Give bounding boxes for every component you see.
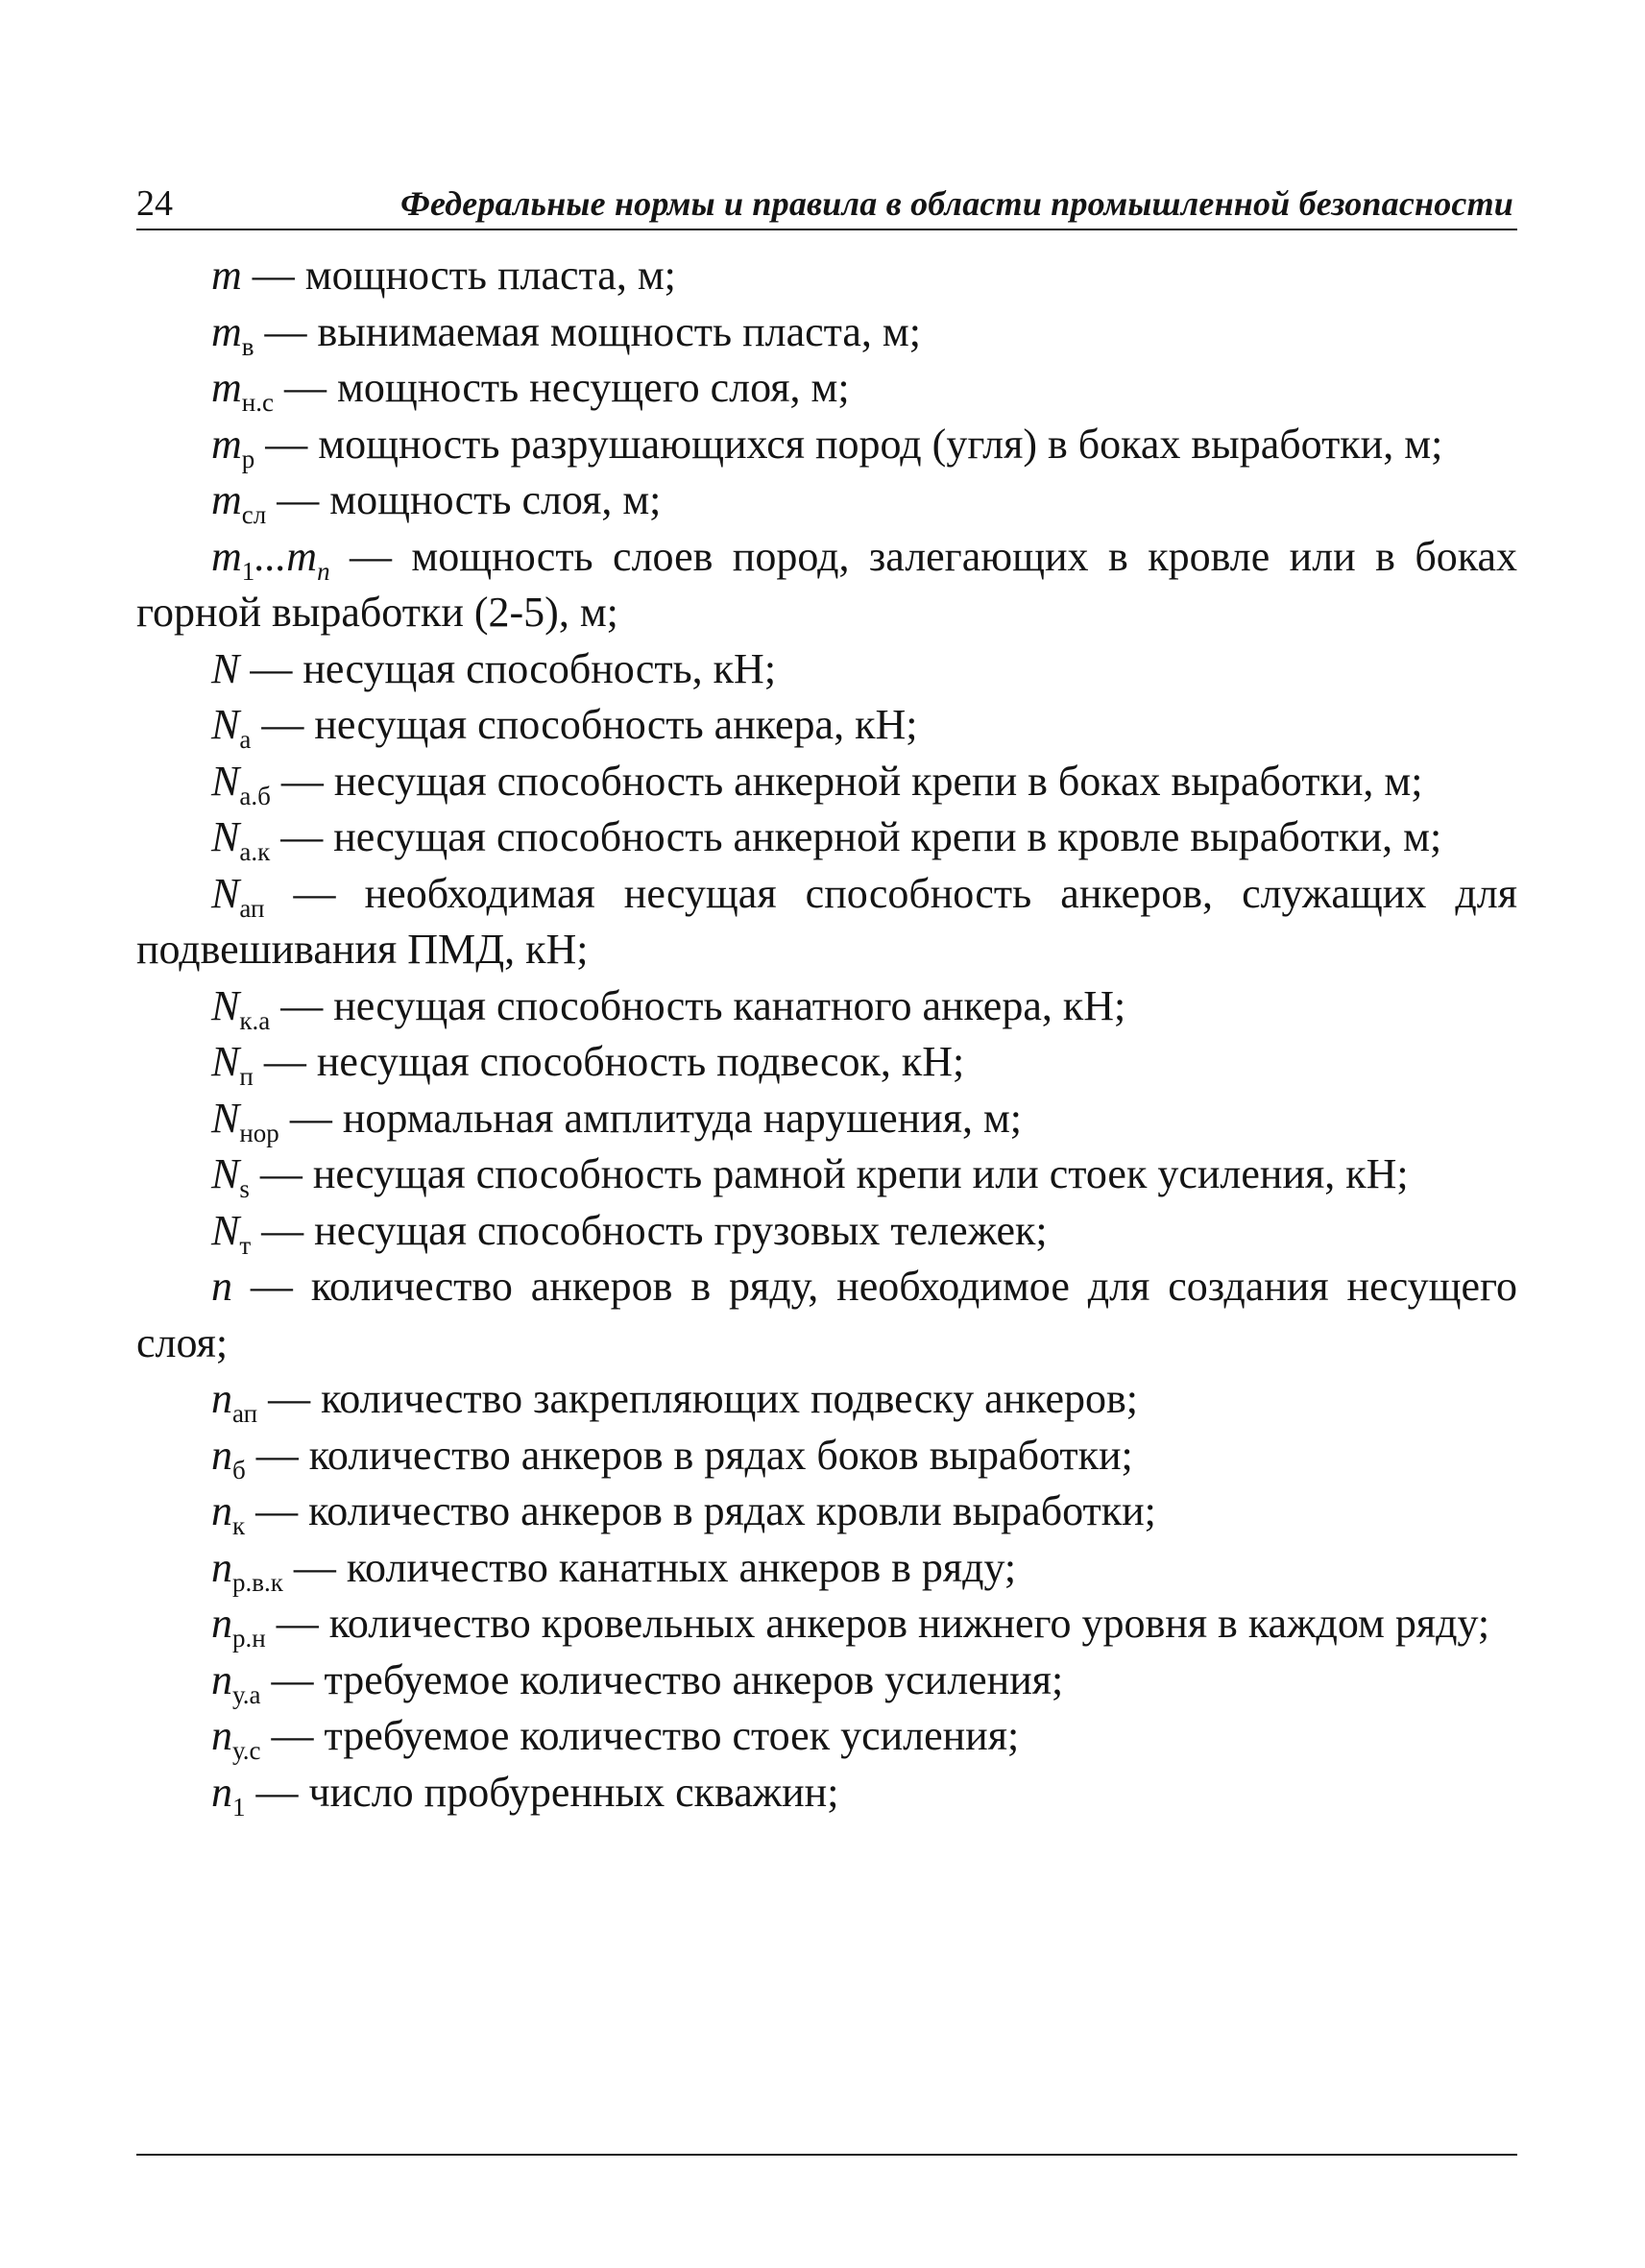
definitions-list <box>136 248 1517 1821</box>
symbol-letter: N <box>211 1038 240 1085</box>
definition-symbol <box>211 1543 283 1597</box>
definition-dash: — <box>282 1543 347 1591</box>
symbol-subscript: н.с <box>241 388 274 417</box>
symbol-subscript: к <box>232 1511 246 1540</box>
definition-entry <box>136 1203 1517 1260</box>
definition-dash: — <box>254 420 319 468</box>
symbol-subscript: б <box>232 1455 246 1484</box>
definition-entry <box>136 1484 1517 1540</box>
definition-entry <box>136 1428 1517 1484</box>
definition-dash: — <box>245 1768 309 1816</box>
symbol-subscript: т <box>239 1230 252 1260</box>
definition-dash: — <box>329 532 412 580</box>
symbol-letter: m <box>211 420 242 468</box>
definition-entry <box>136 360 1517 417</box>
definition-dash: — <box>232 1263 311 1310</box>
definition-entry <box>136 1596 1517 1653</box>
definition-symbol <box>211 869 265 923</box>
definition-entry <box>136 1653 1517 1709</box>
definition-dash: — <box>270 757 334 805</box>
definition-dash: — <box>254 307 318 355</box>
definition-dash: — <box>239 644 303 692</box>
symbol-letter: m <box>211 532 242 580</box>
definition-text: мощность пласта, м; <box>304 252 676 299</box>
running-header <box>136 181 1517 230</box>
definition-text: несущая способность анкера, кН; <box>314 701 918 748</box>
definition-text: мощность несущего слоя, м; <box>336 364 850 411</box>
symbol-letter: n <box>211 1263 232 1310</box>
symbol-subscript: 1 <box>232 1792 246 1822</box>
running-title: Федеральные нормы и правила в области промышленной безопасности <box>400 184 1513 223</box>
definition-text: несущая способность подвесок, кН; <box>316 1038 965 1085</box>
definition-symbol <box>211 307 254 361</box>
symbol-letter: ...m <box>254 532 318 580</box>
symbol-letter: N <box>211 757 240 805</box>
definition-text: количество анкеров в ряду, необходимое для создания несущего слоя; <box>136 1263 1518 1366</box>
definition-text: количество закрепляющих подвеску анкеров; <box>321 1375 1138 1422</box>
symbol-letter: N <box>211 701 240 748</box>
definition-dash: — <box>266 476 330 523</box>
definition-text: требуемое количество стоек усиления; <box>324 1712 1020 1759</box>
definition-entry <box>136 1259 1517 1371</box>
definition-entry <box>136 1765 1517 1822</box>
definition-text: количество анкеров в рядах кровли выработки; <box>308 1487 1156 1534</box>
symbol-subscript: 1 <box>241 556 255 586</box>
definition-symbol <box>211 1487 246 1540</box>
definition-text: несущая способность, кН; <box>302 644 777 692</box>
symbol-letter: n <box>211 1431 232 1479</box>
definition-text: мощность слоя, м; <box>329 476 662 523</box>
definition-symbol <box>211 1712 261 1765</box>
definition-symbol <box>211 981 271 1035</box>
symbol-subscript: у.с <box>232 1736 261 1765</box>
definition-entry <box>136 641 1517 698</box>
definition-symbol <box>211 476 267 529</box>
definition-symbol <box>211 1600 266 1653</box>
symbol-letter: N <box>211 981 240 1029</box>
definition-dash: — <box>257 1375 322 1422</box>
definition-text: количество кровельных анкеров нижнего уровня в каждом ряду; <box>328 1600 1490 1647</box>
definition-dash: — <box>264 869 365 917</box>
definition-symbol <box>211 420 255 473</box>
definition-entry <box>136 1540 1517 1597</box>
definition-text: несущая способность грузовых тележек; <box>314 1206 1048 1254</box>
definition-text: вынимаемая мощность пласта, м; <box>317 307 921 355</box>
definition-symbol <box>211 532 330 586</box>
definition-symbol <box>211 1655 261 1709</box>
definition-symbol <box>211 1094 279 1147</box>
definition-text: нормальная амплитуда нарушения, м; <box>342 1094 1023 1142</box>
definition-dash: — <box>251 1206 315 1254</box>
definition-text: несущая способность рамной крепи или стоек усиления, кН; <box>312 1150 1409 1197</box>
definition-entry <box>136 809 1517 866</box>
definition-symbol <box>211 757 271 810</box>
definition-text: необходимая несущая способность анкеров, служащих для подвешивания ПМД, кН; <box>136 869 1518 973</box>
symbol-letter: N <box>211 813 240 860</box>
symbol-letter: m <box>211 476 242 523</box>
definition-entry <box>136 754 1517 810</box>
symbol-subscript: р.в.к <box>232 1567 283 1597</box>
definition-dash: — <box>251 701 315 748</box>
page-number: 24 <box>136 183 173 224</box>
symbol-subscript: сл <box>241 500 267 529</box>
definition-dash: — <box>260 1712 325 1759</box>
definition-entry <box>136 1708 1517 1765</box>
definition-entry <box>136 472 1517 529</box>
definition-entry <box>136 1371 1517 1428</box>
definition-entry <box>136 248 1517 304</box>
symbol-subscript: s <box>239 1174 250 1203</box>
symbol-letter: m <box>211 307 242 355</box>
definition-dash: — <box>270 813 334 860</box>
symbol-subscript: р.н <box>232 1624 266 1653</box>
definition-symbol <box>211 1263 232 1310</box>
symbol-subscript: ап <box>239 893 265 923</box>
definition-text: число пробуренных скважин; <box>308 1768 839 1816</box>
symbol-subscript: в <box>241 331 254 361</box>
definition-dash: — <box>245 1431 309 1479</box>
symbol-letter: N <box>211 1150 240 1197</box>
definition-symbol <box>211 1150 250 1203</box>
symbol-letter: m <box>211 364 242 411</box>
symbol-letter: n <box>211 1487 232 1534</box>
definition-dash: — <box>270 981 334 1029</box>
symbol-subscript: п <box>239 1062 254 1091</box>
definition-dash: — <box>265 1600 329 1647</box>
symbol-letter: n <box>211 1543 232 1591</box>
definition-text: количество анкеров в рядах боков выработки; <box>308 1431 1133 1479</box>
definition-dash: — <box>253 1038 317 1085</box>
definition-symbol <box>211 1431 246 1484</box>
definition-text: несущая способность канатного анкера, кН; <box>333 981 1126 1029</box>
definition-symbol <box>211 1038 254 1091</box>
symbol-letter: n <box>211 1600 232 1647</box>
definition-entry <box>136 417 1517 473</box>
definition-symbol <box>211 252 242 299</box>
symbol-letter: N <box>211 1094 240 1142</box>
symbol-subscript: у.а <box>232 1679 261 1709</box>
symbol-letter: m <box>211 252 242 299</box>
definition-dash: — <box>273 364 337 411</box>
definition-dash: — <box>245 1487 309 1534</box>
definition-text: мощность слоев пород, залегающих в кровле или в боках горной выработки (2-5), м; <box>136 532 1517 636</box>
symbol-subscript: а.б <box>239 781 271 810</box>
symbol-letter: n <box>211 1375 232 1422</box>
definition-symbol <box>211 645 239 692</box>
definition-text: количество канатных анкеров в ряду; <box>346 1543 1017 1591</box>
definition-text: несущая способность анкерной крепи в кровле выработки, м; <box>333 813 1442 860</box>
symbol-subscript: а.к <box>239 837 271 866</box>
definition-entry <box>136 529 1517 641</box>
footer-rule <box>136 2154 1517 2156</box>
definition-entry <box>136 866 1517 978</box>
symbol-letter: n <box>211 1712 232 1759</box>
symbol-subscript: к.а <box>239 1005 271 1035</box>
symbol-subscript: n <box>317 556 330 586</box>
symbol-subscript: р <box>241 444 255 473</box>
symbol-letter: N <box>211 1206 240 1254</box>
symbol-subscript: ап <box>232 1399 258 1428</box>
definition-symbol <box>211 1206 252 1260</box>
definition-entry <box>136 1091 1517 1147</box>
definition-entry <box>136 1146 1517 1203</box>
symbol-letter: N <box>211 644 240 692</box>
definition-text: мощность разрушающихся пород (угля) в боках выработки, м; <box>318 420 1443 468</box>
definition-dash: — <box>249 1150 313 1197</box>
definition-text: требуемое количество анкеров усиления; <box>324 1655 1064 1703</box>
definition-dash: — <box>241 252 305 299</box>
definition-symbol <box>211 701 252 754</box>
symbol-letter: n <box>211 1655 232 1703</box>
definition-symbol <box>211 1375 258 1428</box>
symbol-subscript: нор <box>239 1118 279 1147</box>
definition-entry <box>136 978 1517 1035</box>
definition-entry <box>136 304 1517 361</box>
definition-dash: — <box>260 1655 325 1703</box>
definition-text: несущая способность анкерной крепи в боках выработки, м; <box>333 757 1423 805</box>
definition-symbol <box>211 1768 246 1822</box>
symbol-letter: n <box>211 1768 232 1816</box>
symbol-letter: N <box>211 869 240 917</box>
definition-entry <box>136 1034 1517 1091</box>
symbol-subscript: а <box>239 725 252 754</box>
definition-entry <box>136 697 1517 754</box>
definition-dash: — <box>278 1094 343 1142</box>
definition-symbol <box>211 813 271 866</box>
definition-symbol <box>211 364 274 417</box>
